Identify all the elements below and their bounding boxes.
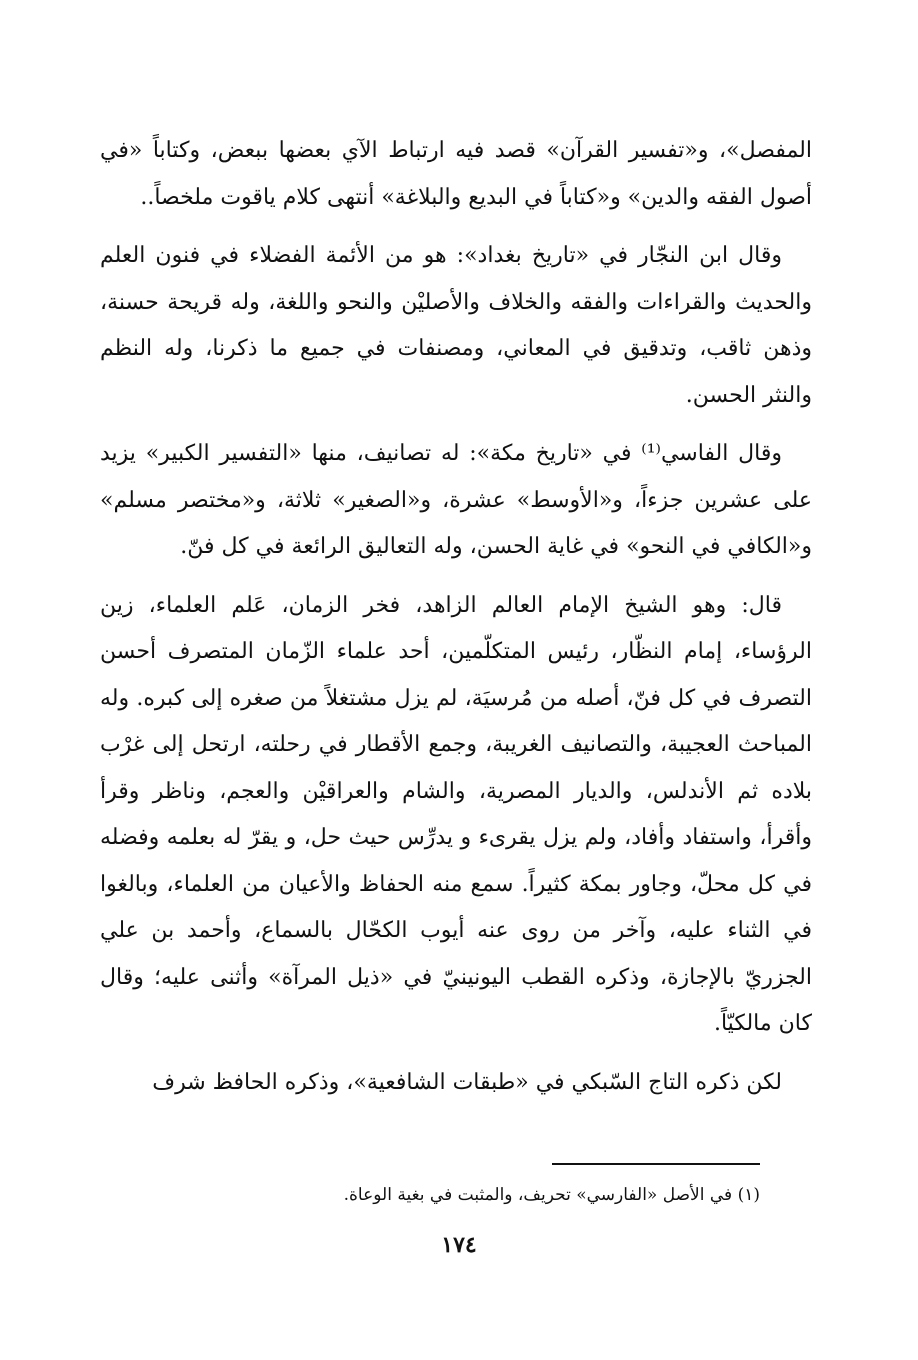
page-number: ١٧٤ (441, 1232, 477, 1258)
paragraph-5: لكن ذكره التاج السّبكي في «طبقات الشافعية»، وذكره الحافظ شرف (152, 1069, 782, 1095)
paragraph-2: وقال ابن النجّار في «تاريخ بغداد»: هو من الأئمة الفضلاء في فنون العلم والحديث والقراءات والفقه والخلاف والأصليْن والنحو واللغة، وله قريحة حسنة، وذهن ثاقب، وتدقيق في المعاني، ومصنفات في جميع ما ذكرنا، وله النظم والنثر الحسن. (100, 243, 813, 408)
footnote-divider (552, 1163, 760, 1165)
main-text (100, 128, 812, 1106)
footnote: (١) في الأصل «الفارسي» تحريف، والمثبت في بغية الوعاة. (343, 1185, 760, 1205)
paragraph-3: وقال الفاسي⁽¹⁾ في «تاريخ مكة»: له تصانيف، منها «التفسير الكبير» يزيد على عشرين جزءاً، و«الأوسط» عشرة، و«الصغير» ثلاثة، و«مختصر مسلم» و«الكافي في النحو» في غاية الحسن، وله التعاليق الرائعة في كل فنّ. (100, 441, 812, 559)
paragraph-4: قال: وهو الشيخ الإمام العالم الزاهد، فخر الزمان، عَلم العلماء، زين الرؤساء، إمام النظّار، رئيس المتكلّمين، أحد علماء الزّمان المتصرف أحسن التصرف في كل فنّ، أصله من مُرسيَة، لم يزل مشتغلاً من صغره إلى كبره. وله المباحث العجيبة، والتصانيف الغريبة، وجمع الأقطار في رحلته، ارتحل إلى غرْب بلاده ثم الأندلس، والديار المصرية، والشام والعراقيْن والعجم، وناظر وقرأ وأقرأ، واستفاد وأفاد، ولم يزل يقرىء و يدرِّس حيث حل، و يقرّ له بعلمه وفضله في كل محلّ، وجاور بمكة كثيراً. سمع منه الحفاظ والأعيان من العلماء، وبالغوا في الثناء عليه، وآخر من روى عنه أيوب الكحّال بالسماع، وأحمد بن علي الجزريّ بالإجازة، وذكره القطب اليونينيّ في «ذيل المرآة» وأثنى عليه؛ وقال كان مالكيّاً. (100, 592, 812, 1036)
paragraph-1: المفصل»، و«تفسير القرآن» قصد فيه ارتباط الآي بعضها ببعض، وكتاباً «في أصول الفقه والدين» و«كتاباً في البديع والبلاغة» أنتهى كلام ياقوت ملخصاً.. (100, 138, 812, 210)
